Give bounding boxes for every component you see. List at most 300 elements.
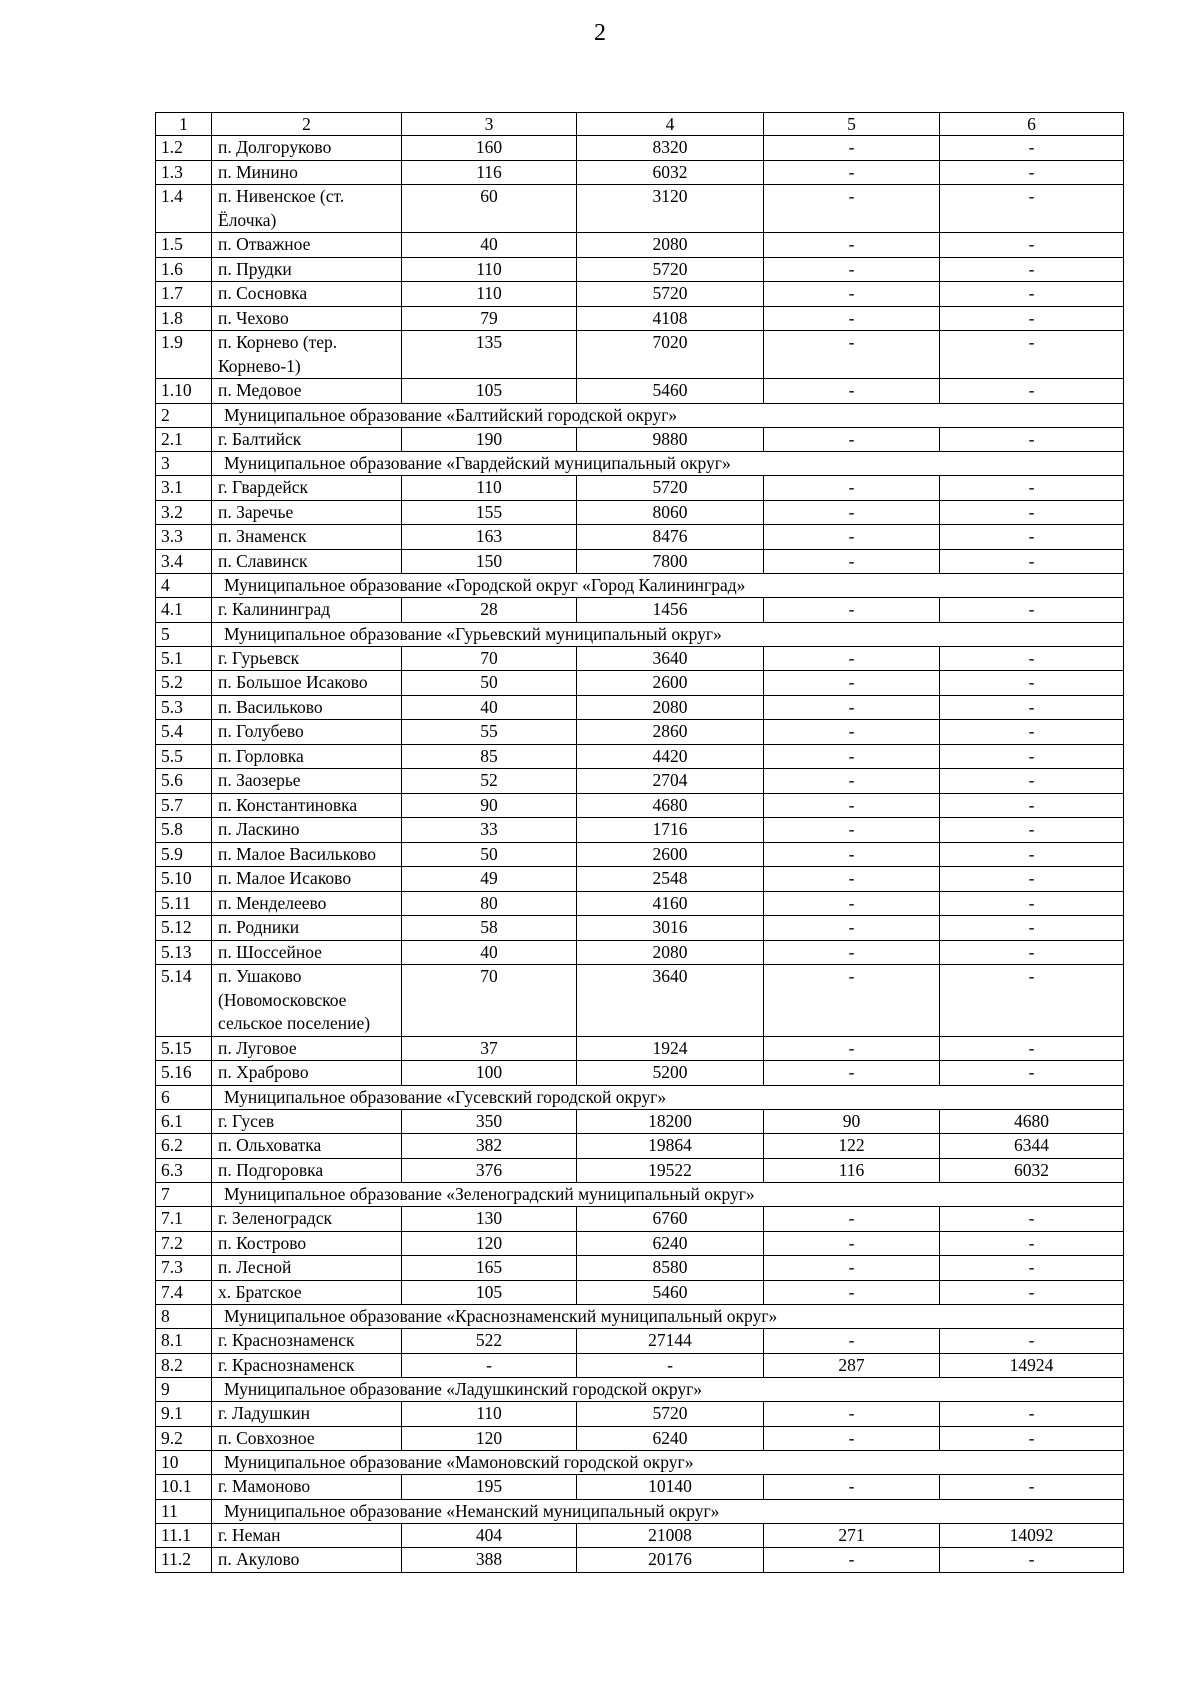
- cell-col-6: -: [940, 769, 1124, 794]
- row-number: 6.3: [156, 1158, 212, 1183]
- settlement-name: г. Краснознаменск: [212, 1329, 402, 1354]
- cell-col-3: 105: [402, 1280, 577, 1305]
- cell-col-5: -: [764, 842, 940, 867]
- cell-col-4: 2080: [577, 233, 764, 258]
- cell-col-4: 6032: [577, 160, 764, 185]
- section-row: [156, 1305, 1124, 1329]
- settlement-name: п. Горловка: [212, 744, 402, 769]
- cell-col-5: -: [764, 1231, 940, 1256]
- cell-col-5: -: [764, 818, 940, 843]
- cell-col-6: -: [940, 1402, 1124, 1427]
- row-number: 9.1: [156, 1402, 212, 1427]
- row-number: 5.15: [156, 1036, 212, 1061]
- table-row: [156, 1061, 1124, 1086]
- cell-col-4: 5720: [577, 476, 764, 501]
- cell-col-5: -: [764, 282, 940, 307]
- cell-col-3: 165: [402, 1256, 577, 1281]
- cell-col-3: 110: [402, 1402, 577, 1427]
- cell-col-6: -: [940, 1426, 1124, 1451]
- settlement-name: п. Совхозное: [212, 1426, 402, 1451]
- cell-col-4: 9880: [577, 427, 764, 452]
- table-row: [156, 476, 1124, 501]
- settlement-name: п. Корнево (тер. Корнево-1): [212, 331, 402, 379]
- settlement-name: п. Кострово: [212, 1231, 402, 1256]
- cell-col-4: 2860: [577, 720, 764, 745]
- settlement-name: п. Долгоруково: [212, 136, 402, 161]
- cell-col-4: 8580: [577, 1256, 764, 1281]
- cell-col-5: -: [764, 1329, 940, 1354]
- cell-col-3: 110: [402, 476, 577, 501]
- table-body: [156, 113, 1124, 1573]
- row-number: 3.1: [156, 476, 212, 501]
- table-row: [156, 379, 1124, 404]
- row-number: 3.3: [156, 525, 212, 550]
- section-row: [156, 1085, 1124, 1109]
- row-number: 11: [156, 1499, 212, 1523]
- section-title: Муниципальное образование «Городской округ «Город Калининград»: [212, 574, 1124, 598]
- row-number: 6.1: [156, 1109, 212, 1134]
- cell-col-6: -: [940, 598, 1124, 623]
- cell-col-5: -: [764, 965, 940, 1037]
- section-title: Муниципальное образование «Балтийский городской округ»: [212, 403, 1124, 427]
- cell-col-3: 52: [402, 769, 577, 794]
- cell-col-4: 19522: [577, 1158, 764, 1183]
- cell-col-3: 40: [402, 233, 577, 258]
- cell-col-4: -: [577, 1353, 764, 1378]
- cell-col-3: 110: [402, 257, 577, 282]
- cell-col-6: -: [940, 306, 1124, 331]
- header-cell: 6: [940, 113, 1124, 136]
- cell-col-3: 33: [402, 818, 577, 843]
- settlement-name: п. Сосновка: [212, 282, 402, 307]
- table-row: [156, 1402, 1124, 1427]
- cell-col-4: 5460: [577, 1280, 764, 1305]
- cell-col-5: -: [764, 891, 940, 916]
- cell-col-3: 40: [402, 940, 577, 965]
- cell-col-3: 160: [402, 136, 577, 161]
- settlement-name: п. Ушаково (Новомосковское сельское поселение): [212, 965, 402, 1037]
- cell-col-3: 37: [402, 1036, 577, 1061]
- cell-col-4: 2080: [577, 940, 764, 965]
- settlement-name: п. Ольховатка: [212, 1134, 402, 1159]
- cell-col-6: -: [940, 500, 1124, 525]
- table-row: [156, 1134, 1124, 1159]
- table-row: [156, 427, 1124, 452]
- row-number: 5.3: [156, 695, 212, 720]
- cell-col-4: 2704: [577, 769, 764, 794]
- settlement-name: г. Зеленоградск: [212, 1207, 402, 1232]
- cell-col-4: 1456: [577, 598, 764, 623]
- section-row: [156, 622, 1124, 646]
- settlement-name: п. Подгоровка: [212, 1158, 402, 1183]
- row-number: 6.2: [156, 1134, 212, 1159]
- cell-col-3: 70: [402, 646, 577, 671]
- cell-col-5: -: [764, 744, 940, 769]
- settlement-name: п. Луговое: [212, 1036, 402, 1061]
- cell-col-5: -: [764, 671, 940, 696]
- cell-col-4: 3120: [577, 185, 764, 233]
- cell-col-6: -: [940, 671, 1124, 696]
- table-row: [156, 695, 1124, 720]
- cell-col-3: 55: [402, 720, 577, 745]
- cell-col-4: 4108: [577, 306, 764, 331]
- settlement-name: п. Храброво: [212, 1061, 402, 1086]
- settlement-name: п. Прудки: [212, 257, 402, 282]
- settlement-name: г. Неман: [212, 1523, 402, 1548]
- table-row: [156, 1523, 1124, 1548]
- section-row: [156, 1183, 1124, 1207]
- table-row: [156, 1158, 1124, 1183]
- cell-col-6: -: [940, 867, 1124, 892]
- section-title: Муниципальное образование «Зеленоградский муниципальный округ»: [212, 1183, 1124, 1207]
- cell-col-5: -: [764, 1256, 940, 1281]
- table-row: [156, 136, 1124, 161]
- cell-col-4: 10140: [577, 1475, 764, 1500]
- row-number: 5.2: [156, 671, 212, 696]
- section-row: [156, 574, 1124, 598]
- table-row: [156, 1207, 1124, 1232]
- row-number: 6: [156, 1085, 212, 1109]
- cell-col-6: -: [940, 965, 1124, 1037]
- cell-col-6: 4680: [940, 1109, 1124, 1134]
- cell-col-3: 120: [402, 1231, 577, 1256]
- row-number: 7.3: [156, 1256, 212, 1281]
- table-row: [156, 500, 1124, 525]
- cell-col-6: -: [940, 549, 1124, 574]
- cell-col-3: 80: [402, 891, 577, 916]
- settlement-name: г. Краснознаменск: [212, 1353, 402, 1378]
- table-row: [156, 331, 1124, 379]
- row-number: 8: [156, 1305, 212, 1329]
- cell-col-3: 105: [402, 379, 577, 404]
- cell-col-3: 150: [402, 549, 577, 574]
- cell-col-4: 7020: [577, 331, 764, 379]
- table-row: [156, 818, 1124, 843]
- table-row: [156, 282, 1124, 307]
- row-number: 5.13: [156, 940, 212, 965]
- section-title: Муниципальное образование «Краснознаменский муниципальный округ»: [212, 1305, 1124, 1329]
- cell-col-5: 122: [764, 1134, 940, 1159]
- row-number: 5.12: [156, 916, 212, 941]
- row-number: 1.10: [156, 379, 212, 404]
- table-row: [156, 1475, 1124, 1500]
- settlement-name: п. Нивенское (ст. Ёлочка): [212, 185, 402, 233]
- cell-col-6: -: [940, 427, 1124, 452]
- cell-col-4: 1716: [577, 818, 764, 843]
- settlement-name: п. Славинск: [212, 549, 402, 574]
- cell-col-5: -: [764, 1280, 940, 1305]
- row-number: 1.7: [156, 282, 212, 307]
- cell-col-5: -: [764, 500, 940, 525]
- cell-col-4: 5460: [577, 379, 764, 404]
- cell-col-5: -: [764, 136, 940, 161]
- cell-col-3: 130: [402, 1207, 577, 1232]
- table-row: [156, 1109, 1124, 1134]
- cell-col-5: 90: [764, 1109, 940, 1134]
- row-number: 4: [156, 574, 212, 598]
- cell-col-3: 100: [402, 1061, 577, 1086]
- row-number: 5.8: [156, 818, 212, 843]
- cell-col-5: 271: [764, 1523, 940, 1548]
- table-row: [156, 598, 1124, 623]
- settlement-name: п. Чехово: [212, 306, 402, 331]
- table-header-row: [156, 113, 1124, 136]
- cell-col-5: -: [764, 476, 940, 501]
- section-row: [156, 1451, 1124, 1475]
- cell-col-4: 3640: [577, 965, 764, 1037]
- cell-col-6: -: [940, 1207, 1124, 1232]
- settlement-name: п. Медовое: [212, 379, 402, 404]
- row-number: 5.6: [156, 769, 212, 794]
- row-number: 7.4: [156, 1280, 212, 1305]
- cell-col-3: 40: [402, 695, 577, 720]
- settlement-name: г. Гвардейск: [212, 476, 402, 501]
- cell-col-4: 18200: [577, 1109, 764, 1134]
- settlement-name: п. Знаменск: [212, 525, 402, 550]
- cell-col-6: -: [940, 891, 1124, 916]
- row-number: 7.2: [156, 1231, 212, 1256]
- row-number: 5.9: [156, 842, 212, 867]
- table-row: [156, 965, 1124, 1037]
- row-number: 5: [156, 622, 212, 646]
- cell-col-5: -: [764, 867, 940, 892]
- cell-col-6: -: [940, 720, 1124, 745]
- row-number: 1.3: [156, 160, 212, 185]
- cell-col-3: 350: [402, 1109, 577, 1134]
- cell-col-4: 2600: [577, 842, 764, 867]
- cell-col-3: 116: [402, 160, 577, 185]
- cell-col-6: -: [940, 1256, 1124, 1281]
- cell-col-5: -: [764, 1207, 940, 1232]
- cell-col-5: -: [764, 160, 940, 185]
- cell-col-6: -: [940, 916, 1124, 941]
- settlement-name: п. Родники: [212, 916, 402, 941]
- cell-col-3: 155: [402, 500, 577, 525]
- settlement-name: г. Ладушкин: [212, 1402, 402, 1427]
- cell-col-3: 70: [402, 965, 577, 1037]
- cell-col-3: 120: [402, 1426, 577, 1451]
- section-title: Муниципальное образование «Гусевский городской округ»: [212, 1085, 1124, 1109]
- cell-col-3: 195: [402, 1475, 577, 1500]
- table-row: [156, 867, 1124, 892]
- header-cell: 1: [156, 113, 212, 136]
- row-number: 5.11: [156, 891, 212, 916]
- cell-col-5: -: [764, 695, 940, 720]
- section-row: [156, 403, 1124, 427]
- settlement-name: п. Акулово: [212, 1548, 402, 1573]
- settlement-name: п. Заречье: [212, 500, 402, 525]
- cell-col-5: -: [764, 549, 940, 574]
- cell-col-4: 2548: [577, 867, 764, 892]
- settlement-name: п. Менделеево: [212, 891, 402, 916]
- table-row: [156, 1256, 1124, 1281]
- cell-col-6: -: [940, 1548, 1124, 1573]
- cell-col-6: -: [940, 525, 1124, 550]
- cell-col-5: -: [764, 1036, 940, 1061]
- cell-col-4: 7800: [577, 549, 764, 574]
- table-row: [156, 1036, 1124, 1061]
- settlement-name: п. Минино: [212, 160, 402, 185]
- cell-col-6: -: [940, 160, 1124, 185]
- settlement-name: х. Братское: [212, 1280, 402, 1305]
- row-number: 9: [156, 1378, 212, 1402]
- cell-col-5: -: [764, 793, 940, 818]
- cell-col-6: -: [940, 282, 1124, 307]
- cell-col-5: -: [764, 331, 940, 379]
- table-row: [156, 1548, 1124, 1573]
- cell-col-6: -: [940, 136, 1124, 161]
- row-number: 1.8: [156, 306, 212, 331]
- row-number: 1.6: [156, 257, 212, 282]
- cell-col-4: 5720: [577, 257, 764, 282]
- cell-col-6: -: [940, 695, 1124, 720]
- row-number: 2: [156, 403, 212, 427]
- cell-col-4: 8320: [577, 136, 764, 161]
- settlements-table: [155, 112, 1124, 1573]
- section-title: Муниципальное образование «Мамоновский городской округ»: [212, 1451, 1124, 1475]
- cell-col-4: 3640: [577, 646, 764, 671]
- cell-col-5: -: [764, 1548, 940, 1573]
- table-row: [156, 185, 1124, 233]
- settlement-name: п. Отважное: [212, 233, 402, 258]
- table-row: [156, 916, 1124, 941]
- cell-col-6: -: [940, 379, 1124, 404]
- cell-col-5: -: [764, 1061, 940, 1086]
- row-number: 11.2: [156, 1548, 212, 1573]
- row-number: 4.1: [156, 598, 212, 623]
- table-row: [156, 233, 1124, 258]
- table-row: [156, 549, 1124, 574]
- cell-col-4: 4420: [577, 744, 764, 769]
- settlement-name: п. Васильково: [212, 695, 402, 720]
- cell-col-5: -: [764, 1475, 940, 1500]
- settlement-name: п. Малое Исаково: [212, 867, 402, 892]
- cell-col-5: -: [764, 233, 940, 258]
- cell-col-6: 6344: [940, 1134, 1124, 1159]
- cell-col-3: 522: [402, 1329, 577, 1354]
- row-number: 8.1: [156, 1329, 212, 1354]
- table-row: [156, 1280, 1124, 1305]
- settlement-name: п. Ласкино: [212, 818, 402, 843]
- cell-col-4: 4680: [577, 793, 764, 818]
- cell-col-6: -: [940, 331, 1124, 379]
- cell-col-6: -: [940, 257, 1124, 282]
- cell-col-5: -: [764, 525, 940, 550]
- settlement-name: п. Шоссейное: [212, 940, 402, 965]
- cell-col-5: -: [764, 940, 940, 965]
- table-row: [156, 525, 1124, 550]
- cell-col-6: -: [940, 793, 1124, 818]
- section-title: Муниципальное образование «Неманский муниципальный округ»: [212, 1499, 1124, 1523]
- cell-col-3: 388: [402, 1548, 577, 1573]
- row-number: 3.2: [156, 500, 212, 525]
- table-row: [156, 671, 1124, 696]
- cell-col-3: 135: [402, 331, 577, 379]
- cell-col-5: -: [764, 257, 940, 282]
- row-number: 5.16: [156, 1061, 212, 1086]
- cell-col-5: -: [764, 769, 940, 794]
- cell-col-6: -: [940, 1475, 1124, 1500]
- cell-col-6: -: [940, 818, 1124, 843]
- settlement-name: п. Константиновка: [212, 793, 402, 818]
- cell-col-6: -: [940, 1061, 1124, 1086]
- cell-col-5: 287: [764, 1353, 940, 1378]
- table-row: [156, 1426, 1124, 1451]
- cell-col-4: 5200: [577, 1061, 764, 1086]
- settlement-name: п. Лесной: [212, 1256, 402, 1281]
- cell-col-6: -: [940, 842, 1124, 867]
- cell-col-3: 110: [402, 282, 577, 307]
- row-number: 5.14: [156, 965, 212, 1037]
- cell-col-6: -: [940, 744, 1124, 769]
- cell-col-6: -: [940, 646, 1124, 671]
- table-row: [156, 891, 1124, 916]
- row-number: 10.1: [156, 1475, 212, 1500]
- page-number: 2: [594, 20, 606, 46]
- cell-col-5: -: [764, 1426, 940, 1451]
- cell-col-4: 8060: [577, 500, 764, 525]
- cell-col-5: 116: [764, 1158, 940, 1183]
- settlement-name: п. Большое Исаково: [212, 671, 402, 696]
- row-number: 3.4: [156, 549, 212, 574]
- cell-col-6: -: [940, 185, 1124, 233]
- row-number: 5.1: [156, 646, 212, 671]
- cell-col-4: 20176: [577, 1548, 764, 1573]
- cell-col-4: 2080: [577, 695, 764, 720]
- cell-col-3: -: [402, 1353, 577, 1378]
- section-row: [156, 452, 1124, 476]
- cell-col-6: 14924: [940, 1353, 1124, 1378]
- cell-col-5: -: [764, 427, 940, 452]
- cell-col-3: 50: [402, 842, 577, 867]
- cell-col-6: -: [940, 233, 1124, 258]
- cell-col-4: 1924: [577, 1036, 764, 1061]
- row-number: 3: [156, 452, 212, 476]
- row-number: 7.1: [156, 1207, 212, 1232]
- table-row: [156, 720, 1124, 745]
- row-number: 9.2: [156, 1426, 212, 1451]
- row-number: 5.10: [156, 867, 212, 892]
- section-title: Муниципальное образование «Ладушкинский городской округ»: [212, 1378, 1124, 1402]
- cell-col-4: 4160: [577, 891, 764, 916]
- table-row: [156, 160, 1124, 185]
- cell-col-5: -: [764, 646, 940, 671]
- row-number: 8.2: [156, 1353, 212, 1378]
- row-number: 7: [156, 1183, 212, 1207]
- table-row: [156, 769, 1124, 794]
- settlement-name: п. Заозерье: [212, 769, 402, 794]
- header-cell: 5: [764, 113, 940, 136]
- section-row: [156, 1499, 1124, 1523]
- cell-col-4: 6760: [577, 1207, 764, 1232]
- row-number: 1.4: [156, 185, 212, 233]
- table-row: [156, 1329, 1124, 1354]
- cell-col-3: 382: [402, 1134, 577, 1159]
- cell-col-4: 2600: [577, 671, 764, 696]
- cell-col-5: -: [764, 379, 940, 404]
- cell-col-6: 14092: [940, 1523, 1124, 1548]
- cell-col-3: 404: [402, 1523, 577, 1548]
- settlement-name: п. Малое Васильково: [212, 842, 402, 867]
- cell-col-3: 28: [402, 598, 577, 623]
- cell-col-4: 8476: [577, 525, 764, 550]
- table-row: [156, 257, 1124, 282]
- cell-col-4: 5720: [577, 1402, 764, 1427]
- table-row: [156, 744, 1124, 769]
- cell-col-5: -: [764, 306, 940, 331]
- cell-col-3: 79: [402, 306, 577, 331]
- cell-col-3: 60: [402, 185, 577, 233]
